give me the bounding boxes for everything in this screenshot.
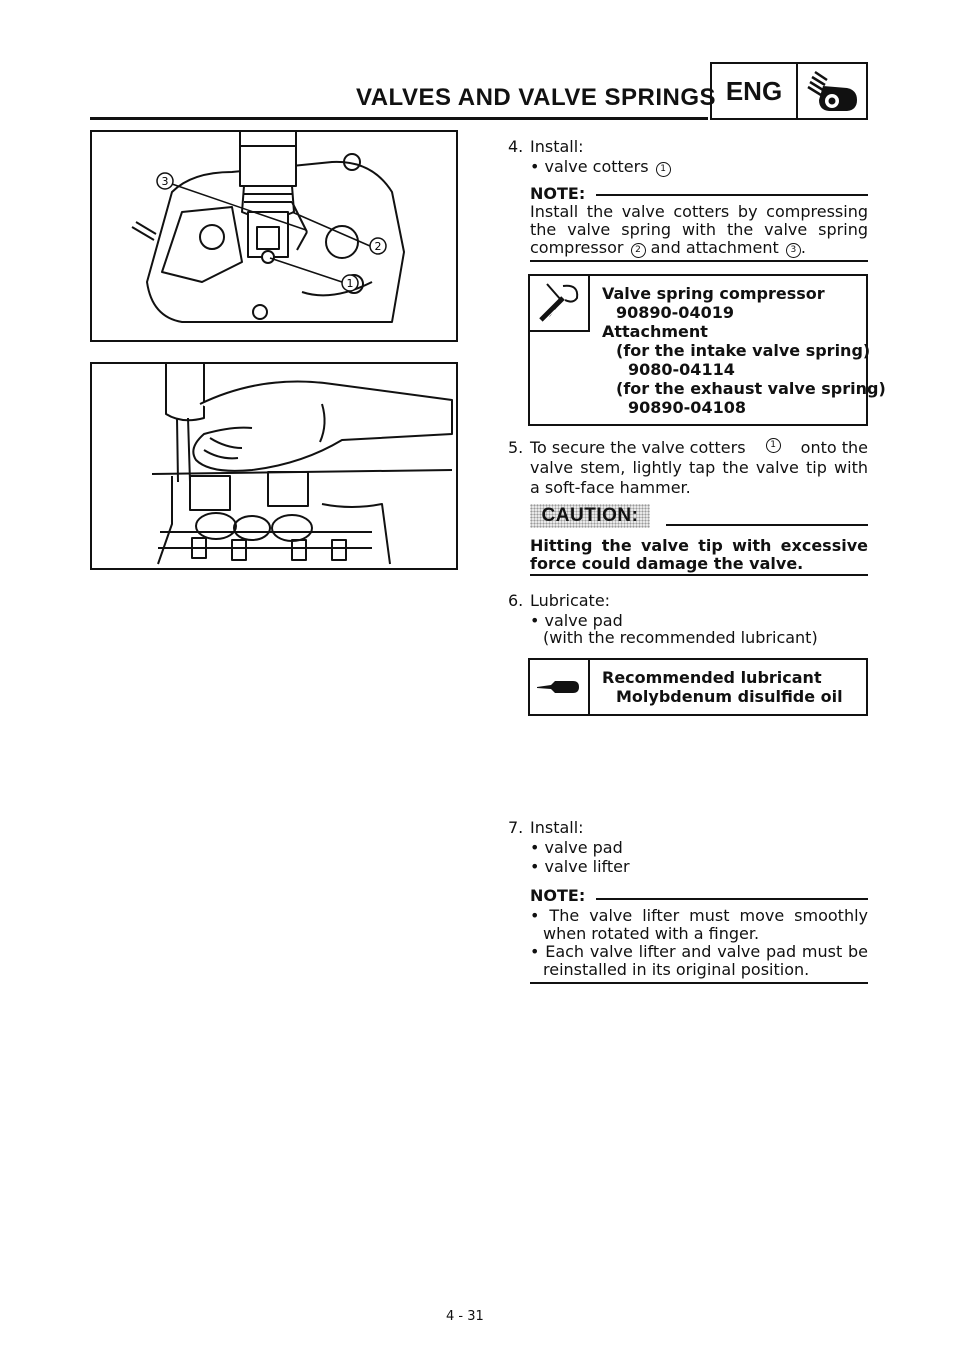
tool-part-number: 90890-04019 bbox=[616, 303, 734, 322]
tool-part-number: 90890-04108 bbox=[628, 398, 746, 417]
step-4-item bbox=[530, 157, 671, 177]
step-5-text: onto the bbox=[800, 438, 868, 457]
step-7-item: • valve lifter bbox=[530, 857, 630, 876]
note-text: compressor bbox=[530, 238, 624, 257]
step-6-sub: (with the recommended lubricant) bbox=[543, 628, 818, 647]
note-bottom-rule bbox=[530, 260, 868, 262]
ref-2: 2 bbox=[631, 243, 646, 258]
step-7-item: • valve pad bbox=[530, 838, 623, 857]
engine-wrench-icon bbox=[798, 64, 866, 118]
page-title: VALVES AND VALVE SPRINGS bbox=[356, 84, 717, 111]
oil-lubricant-icon bbox=[530, 660, 590, 714]
lubricant-value: Molybdenum disulfide oil bbox=[616, 687, 843, 706]
caution-top-rule bbox=[666, 524, 868, 526]
lubricant-label: Recommended lubricant bbox=[602, 668, 822, 687]
header-rule bbox=[90, 117, 708, 120]
section-label: ENG bbox=[712, 64, 798, 118]
step-5-text: To secure the valve cotters bbox=[530, 438, 746, 457]
note-top-rule bbox=[596, 898, 868, 900]
note-text: and attachment bbox=[650, 238, 779, 257]
caution-badge: CAUTION: bbox=[530, 504, 650, 528]
note-bottom-rule bbox=[530, 982, 868, 984]
note-line bbox=[530, 238, 806, 258]
step-5-line: a soft-face hammer. bbox=[530, 478, 691, 497]
note-top-rule bbox=[596, 194, 868, 196]
figure-tap-valve-tip bbox=[90, 362, 458, 570]
tool-usage: (for the exhaust valve spring) bbox=[616, 379, 886, 398]
step-6-title: Lubricate: bbox=[530, 591, 611, 610]
step-6-item: • valve pad bbox=[530, 611, 623, 630]
note-line: the valve spring with the valve spring bbox=[530, 220, 868, 239]
step-4-title: Install: bbox=[530, 137, 584, 156]
note-bullet-cont: when rotated with a finger. bbox=[543, 924, 760, 943]
note-label: NOTE: bbox=[530, 184, 586, 203]
step-7-number: 7. bbox=[508, 818, 524, 837]
step-5-line: valve stem, lightly tap the valve tip with bbox=[530, 458, 868, 477]
figure-valve-cotter-install bbox=[90, 130, 458, 342]
step-5-line bbox=[530, 438, 868, 458]
note-text: . bbox=[800, 238, 806, 257]
note-label: NOTE: bbox=[530, 886, 586, 905]
special-tool-icon bbox=[530, 276, 590, 332]
note-bullet-cont: reinstalled in its original position. bbox=[543, 960, 810, 979]
special-tools-box bbox=[528, 274, 886, 426]
step-4-number: 4. bbox=[508, 137, 524, 156]
step-7-title: Install: bbox=[530, 818, 584, 837]
tool-part-number: 9080-04114 bbox=[628, 360, 735, 379]
tool-usage: (for the intake valve spring) bbox=[616, 341, 871, 360]
callout-1: 1 bbox=[346, 277, 354, 290]
ref-3: 3 bbox=[786, 243, 801, 258]
caution-text: Hitting the valve tip with excessive bbox=[530, 536, 868, 555]
tool-name: Attachment bbox=[602, 322, 708, 341]
callout-2: 2 bbox=[374, 240, 382, 253]
lubricant-box bbox=[528, 658, 868, 716]
page-number: 4 - 31 bbox=[446, 1309, 484, 1324]
caution-bottom-rule bbox=[530, 574, 868, 576]
ref-1: 1 bbox=[656, 162, 671, 177]
step-5-number: 5. bbox=[508, 438, 524, 457]
note-bullet: • The valve lifter must move smoothly bbox=[530, 906, 868, 925]
note-bullet: • Each valve lifter and valve pad must be bbox=[530, 942, 868, 961]
step-6-number: 6. bbox=[508, 591, 524, 610]
ref-1: 1 bbox=[766, 438, 781, 453]
tool-name: Valve spring compressor bbox=[602, 284, 825, 303]
callout-3: 3 bbox=[161, 175, 169, 188]
section-badge bbox=[710, 62, 868, 120]
step-4-item-text: • valve cotters bbox=[530, 157, 649, 176]
caution-text: force could damage the valve. bbox=[530, 554, 804, 573]
note-line: Install the valve cotters by compressing bbox=[530, 202, 868, 221]
